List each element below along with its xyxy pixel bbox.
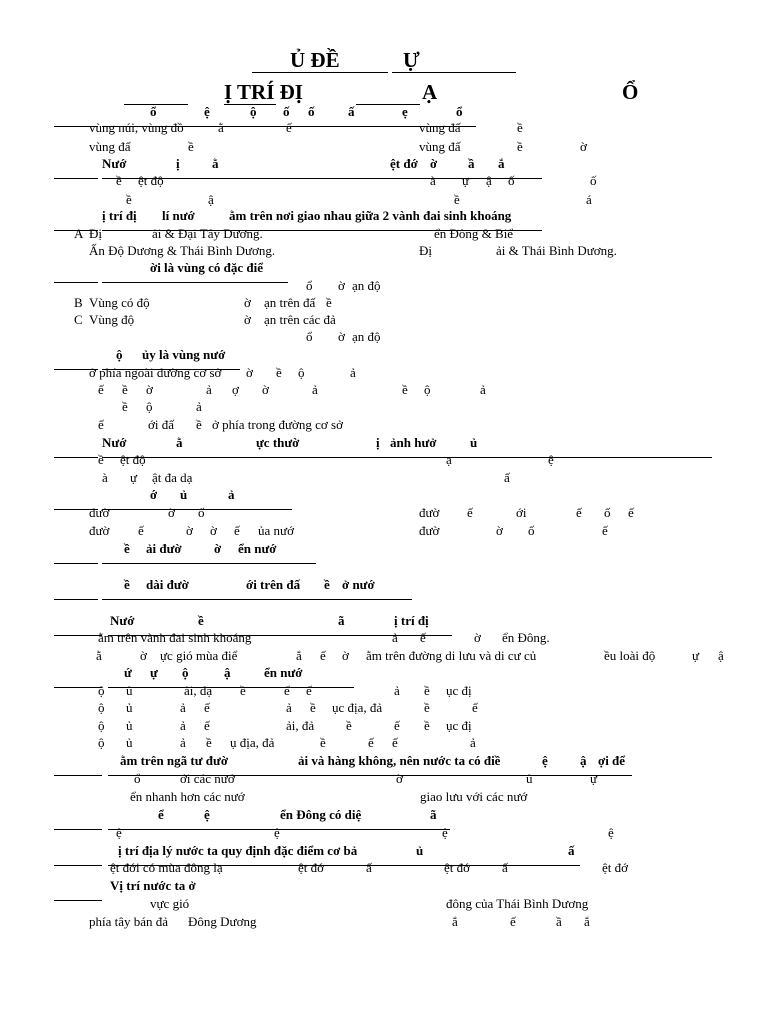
question-text: Nướ xyxy=(102,156,127,171)
answer-text: ộ xyxy=(98,735,105,750)
answer-text: ố xyxy=(198,505,205,520)
answer-text: Vùng độ xyxy=(89,312,135,327)
answer-text: đông của Thái Bình Dương xyxy=(446,896,589,911)
answer-text: ệ xyxy=(116,825,122,840)
answer-text: ệt độ xyxy=(138,173,164,188)
question-text: ẹ xyxy=(402,104,408,119)
answer-text: ấ xyxy=(366,860,372,875)
question-text: ủ xyxy=(180,487,188,502)
answer-text: ờ xyxy=(338,329,345,344)
answer-text: ủa nướ xyxy=(258,523,294,538)
answer-text: ờ xyxy=(338,278,345,293)
question-text: ằ xyxy=(176,435,183,450)
answer-text: ờ xyxy=(168,505,175,520)
answer-text: ờ xyxy=(210,523,217,538)
answer-text: ả xyxy=(350,365,356,380)
answer-text: ề xyxy=(424,718,430,733)
question-text: ả xyxy=(228,487,235,502)
answer-text: à xyxy=(430,173,436,188)
answer-text: ệ xyxy=(274,825,280,840)
answer-text: ờ xyxy=(580,139,587,154)
answer-text: ế xyxy=(98,382,104,397)
answer-text: ổ xyxy=(306,278,313,293)
answer-text: ắ xyxy=(584,914,590,929)
question-text: ới trên đấ xyxy=(246,577,301,592)
question-text: ậ xyxy=(580,753,587,768)
answer-text: ề xyxy=(346,718,352,733)
answer-text: ự xyxy=(590,771,598,786)
question-text: ị trí địa lý nước ta quy định đặc điểm cơ bả xyxy=(118,843,358,858)
answer-text: ục đị xyxy=(446,718,472,733)
answer-text: ố xyxy=(508,173,515,188)
question-text: ảnh hưở xyxy=(390,435,437,450)
question-text: ị xyxy=(376,435,380,450)
answer-text: ế xyxy=(467,505,473,520)
answer-text: ề xyxy=(424,683,430,698)
answer-text: ủ xyxy=(126,700,133,715)
title-fragment: Ổ xyxy=(622,80,639,104)
answer-text: vùng đấ xyxy=(419,139,461,154)
answer-text: ề xyxy=(320,735,326,750)
answer-text: ờ xyxy=(396,771,403,786)
answer-text: ấ xyxy=(502,860,508,875)
answer-text: ệ xyxy=(442,825,448,840)
answer-text: ờ xyxy=(244,295,251,310)
answer-text: ố xyxy=(604,505,611,520)
answer-text: ờ xyxy=(186,523,193,538)
question-text: Nướ xyxy=(110,613,135,628)
question-text: ằm trên ngã tư đườ xyxy=(120,753,229,768)
answer-text: ấ xyxy=(504,470,510,485)
answer-text: ả xyxy=(470,735,476,750)
answer-text: ắ xyxy=(296,648,302,663)
answer-text: ế xyxy=(510,914,516,929)
answer-text: ả xyxy=(392,630,398,645)
answer-text: ế xyxy=(602,523,608,538)
answer-text: đườ xyxy=(89,523,110,538)
answer-text: ề xyxy=(98,452,104,467)
answer-text: ằ xyxy=(218,120,224,135)
answer-text: ả xyxy=(180,735,186,750)
answer-text: đườ xyxy=(419,523,440,538)
question-text: ộ xyxy=(250,104,257,119)
question-text: ời là vùng có đặc điể xyxy=(150,260,264,275)
answer-text: ế xyxy=(204,718,210,733)
answer-text: ề xyxy=(326,295,332,310)
answer-text: ề xyxy=(122,382,128,397)
question-text: ộ xyxy=(182,665,189,680)
answer-text: vùng núi, vùng đồ xyxy=(89,120,184,135)
answer-text: vực gió xyxy=(150,896,190,911)
answer-text: ả xyxy=(480,382,486,397)
answer-text: ạn độ xyxy=(352,329,381,344)
answer-text: ộ xyxy=(98,718,105,733)
question-text: ậ xyxy=(224,665,231,680)
answer-text: ủ xyxy=(526,771,533,786)
question-text: ở nướ xyxy=(342,577,375,592)
question-text: ờ xyxy=(214,541,222,556)
answer-text: ề xyxy=(276,365,282,380)
question-text: lí nướ xyxy=(162,208,195,223)
answer-text: ực gió mùa điể xyxy=(160,648,238,663)
answer-text: ển nhanh hơn các nướ xyxy=(130,789,245,804)
answer-text: Đông Dương xyxy=(188,914,257,929)
answer-text: giao lưu với các nướ xyxy=(420,789,528,804)
answer-text: ằ xyxy=(96,648,102,663)
answer-text: ế xyxy=(286,120,292,135)
answer-text: ả xyxy=(312,382,318,397)
question-text: ị trí đị xyxy=(394,613,429,628)
answer-text: ủ xyxy=(126,718,133,733)
question-text: ực thườ xyxy=(256,435,300,450)
answer-text: ự xyxy=(462,173,470,188)
question-text: ứ xyxy=(124,665,132,680)
answer-text: ệt đới có mùa đông lạ xyxy=(110,860,223,875)
answer-text: ờ xyxy=(244,312,251,327)
question-text: ển nướ xyxy=(264,665,303,680)
answer-text: ệt độ xyxy=(120,452,146,467)
question-text: ợi để xyxy=(598,753,626,768)
answer-text: ắ xyxy=(452,914,458,929)
answer-text: ạn trên các đả xyxy=(264,312,336,327)
answer-text: ề xyxy=(424,700,430,715)
answer-text: ằm trên vành đai sinh khoáng xyxy=(98,630,252,645)
answer-text: ế xyxy=(138,523,144,538)
answer-text: ới các nướ xyxy=(180,771,235,786)
answer-text: ề xyxy=(126,192,132,207)
answer-text: ển Đông. xyxy=(502,630,550,645)
answer-text: ới đấ xyxy=(148,417,175,432)
answer-text: ở phía ngoài đường cơ sở xyxy=(89,365,222,380)
question-text: ủ xyxy=(470,435,478,450)
answer-text: ờ xyxy=(342,648,349,663)
answer-text: Ấn Độ Dương & Thái Bình Dương. xyxy=(89,243,276,258)
question-text: ị xyxy=(176,156,180,171)
answer-text: A xyxy=(74,226,84,241)
answer-text: ế xyxy=(306,683,312,698)
title-fragment: Ự xyxy=(403,48,420,72)
answer-text: vùng đấ xyxy=(89,139,131,154)
answer-text: ế xyxy=(472,700,478,715)
title-fragment: Ạ xyxy=(422,80,438,104)
answer-text: ề xyxy=(188,139,194,154)
answer-text: ế xyxy=(576,505,582,520)
question-text: ắ xyxy=(498,156,505,171)
answer-text: ạ xyxy=(446,452,452,467)
answer-text: ả xyxy=(180,700,186,715)
answer-text: ờ xyxy=(262,382,269,397)
answer-text: ả xyxy=(206,382,212,397)
answer-text: ải, đả xyxy=(286,718,315,733)
answer-text: ả xyxy=(180,718,186,733)
question-text: Nướ xyxy=(102,435,127,450)
answer-text: ờ xyxy=(246,365,253,380)
question-text: ầ xyxy=(468,156,475,171)
answer-text: ế xyxy=(320,648,326,663)
question-text: dài đườ xyxy=(146,577,189,592)
question-text: ển nướ xyxy=(238,541,277,556)
answer-text: ạn độ xyxy=(352,278,381,293)
answer-text: C xyxy=(74,312,83,327)
answer-text: ự xyxy=(130,470,138,485)
question-text: ã xyxy=(430,807,437,822)
question-text: ằ xyxy=(212,156,219,171)
answer-text: ề xyxy=(122,399,128,414)
question-text: ị trí đị xyxy=(102,208,137,223)
question-text: ề xyxy=(324,577,330,592)
question-text: ộ xyxy=(116,347,123,362)
answer-text: ộ xyxy=(98,700,105,715)
answer-text: ề xyxy=(402,382,408,397)
answer-text: B xyxy=(74,295,83,310)
answer-text: ộ xyxy=(424,382,431,397)
question-text: ệ xyxy=(204,104,210,119)
answer-text: đườ xyxy=(419,505,440,520)
question-text: ủ xyxy=(416,843,424,858)
question-text: ề xyxy=(124,541,130,556)
question-text: ớ xyxy=(150,487,158,502)
question-text: ờ xyxy=(430,156,438,171)
answer-text: ậ xyxy=(208,192,214,207)
answer-text: ố xyxy=(528,523,535,538)
answer-text: ế xyxy=(98,417,104,432)
answer-text: ở phía trong đường cơ sở xyxy=(212,417,343,432)
answer-text: ệ xyxy=(608,825,614,840)
question-text: ệ xyxy=(542,753,548,768)
answer-text: ế xyxy=(394,718,400,733)
answer-text: ụ địa, đả xyxy=(230,735,275,750)
question-text: Vị trí nước ta ở xyxy=(110,878,196,893)
answer-text: ủ xyxy=(126,683,133,698)
answer-text: đườ xyxy=(89,505,110,520)
question-text: ố xyxy=(283,104,290,119)
answer-text: ộ xyxy=(298,365,305,380)
answer-text: à xyxy=(102,470,108,485)
answer-text: ế xyxy=(628,505,634,520)
answer-text: ợ xyxy=(232,382,239,397)
answer-text: ề xyxy=(310,700,316,715)
question-text: ủy là vùng nướ xyxy=(142,347,226,362)
answer-text: ả xyxy=(394,683,400,698)
question-text: ề xyxy=(198,613,204,628)
question-text: ổ xyxy=(150,104,157,119)
answer-text: ề xyxy=(454,192,460,207)
answer-text: ờ xyxy=(146,382,153,397)
answer-text: ố xyxy=(590,173,597,188)
question-text: ển Đông có diệ xyxy=(280,807,362,822)
question-text: ấ xyxy=(348,104,355,119)
answer-text: ờ xyxy=(496,523,503,538)
answer-text: á xyxy=(586,192,592,207)
answer-text: ạn trên đấ xyxy=(264,295,316,310)
answer-text: ển Đông & Biể xyxy=(434,226,514,241)
answer-text: ệt đớ xyxy=(444,860,471,875)
question-text: ệ xyxy=(204,807,210,822)
answer-text: ờ xyxy=(474,630,481,645)
answer-text: ậ xyxy=(486,173,492,188)
answer-text: ế xyxy=(392,735,398,750)
answer-text: ủ xyxy=(126,735,133,750)
answer-text: Đị xyxy=(89,226,102,241)
answer-text: ề xyxy=(517,139,523,154)
answer-text: ải & Thái Bình Dương. xyxy=(496,243,617,258)
answer-text: ổ xyxy=(134,771,141,786)
question-text: ải và hàng không, nên nước ta có điề xyxy=(298,753,501,768)
question-text: ổ xyxy=(456,104,463,119)
answer-text: ề xyxy=(240,683,246,698)
answer-text: ục địa, đả xyxy=(332,700,383,715)
question-text: ể xyxy=(158,807,164,822)
answer-text: ổ xyxy=(306,329,313,344)
answer-text: Đị xyxy=(419,243,432,258)
answer-text: phía tây bán đả xyxy=(89,914,169,929)
answer-text: ới xyxy=(516,505,527,520)
answer-text: ế xyxy=(284,683,290,698)
answer-text: ả xyxy=(196,399,202,414)
answer-text: ộ xyxy=(98,683,105,698)
answer-text: Vùng có độ xyxy=(89,295,150,310)
answer-text: ều loài độ xyxy=(604,648,656,663)
answer-text: ờ xyxy=(140,648,147,663)
answer-text: ế xyxy=(204,700,210,715)
question-text: ải đườ xyxy=(146,541,182,556)
answer-text: ộ xyxy=(146,399,153,414)
answer-text: ải, đạ xyxy=(184,683,213,698)
answer-text: ằm trên đường di lưu và di cư củ xyxy=(366,648,537,663)
question-text: ã xyxy=(338,613,345,628)
answer-text: ật đa dạ xyxy=(152,470,193,485)
question-text: ự xyxy=(150,665,158,680)
question-text: ệt đớ xyxy=(390,156,418,171)
answer-text: ự xyxy=(692,648,700,663)
answer-text: ề xyxy=(116,173,122,188)
answer-text: ế xyxy=(234,523,240,538)
answer-text: ế xyxy=(420,630,426,645)
answer-text: ệt đớ xyxy=(298,860,325,875)
question-text: ề xyxy=(124,577,130,592)
answer-text: ề xyxy=(206,735,212,750)
answer-text: ề xyxy=(517,120,523,135)
answer-text: ề xyxy=(196,417,202,432)
title-fragment: Ị TRÍ ĐỊ xyxy=(224,80,303,104)
question-text: ằm trên nơi giao nhau giữa 2 vành đai sinh khoáng xyxy=(229,208,512,223)
answer-text: ế xyxy=(368,735,374,750)
answer-text: vùng đấ xyxy=(419,120,461,135)
question-text: ố xyxy=(308,104,315,119)
answer-text: ục đị xyxy=(446,683,472,698)
answer-text: ệt đớ xyxy=(602,860,629,875)
title-fragment: Ủ ĐỀ xyxy=(290,48,340,72)
answer-text: ải & Đại Tây Dương. xyxy=(152,226,263,241)
answer-text: ệ xyxy=(548,452,554,467)
question-text: ấ xyxy=(568,843,575,858)
answer-text: ả xyxy=(286,700,292,715)
answer-text: ậ xyxy=(718,648,724,663)
answer-text: ầ xyxy=(556,914,562,929)
